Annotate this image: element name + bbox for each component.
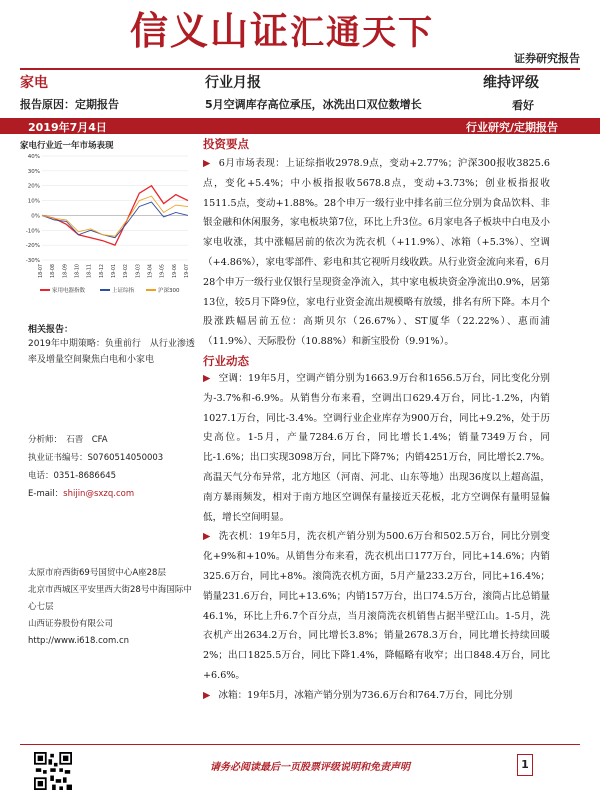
report-category: 行业月报 [205, 75, 261, 91]
market-performance-paragraph [203, 154, 550, 352]
x-tick-label: 19-03 [136, 264, 142, 278]
address-beijing: 北京市西城区平安里西大街28号中海国际中心七层 [28, 585, 192, 612]
x-tick-label: 18-11 [87, 264, 93, 278]
arrow-bullet-icon: ▶ [203, 531, 211, 543]
sector-name: 家电 [20, 75, 48, 91]
x-tick-label: 19-06 [172, 264, 178, 278]
x-tick-label: 19-07 [185, 264, 190, 278]
company-name: 山西证券股份有限公司 [28, 619, 114, 629]
x-tick-label: 19-04 [148, 264, 154, 278]
legend-label: 上证综指 [112, 288, 135, 294]
investment-highlights-title: 投资要点 [203, 137, 249, 151]
analyst-name: 分析师： 石晋 CFA [28, 435, 108, 445]
report-reason: 报告原因：定期报告 [20, 98, 119, 111]
related-report-link[interactable]: 2019年中期策略：负重前行 从行业渗透率及增量空间聚焦白电和小家电 [28, 339, 195, 365]
y-tick-label: 0% [31, 213, 40, 220]
arrow-bullet-icon: ▶ [203, 372, 211, 384]
arrow-bullet-icon: ▶ [203, 158, 211, 169]
chart-x-ticks [38, 264, 190, 278]
paragraph-text: 冰箱：19年5月，冰箱产销分别为736.6万台和764.7万台，同比分别 [218, 689, 513, 701]
header-divider [20, 68, 580, 70]
y-tick-label: 30% [27, 168, 40, 175]
y-tick-label: 20% [27, 183, 40, 190]
rating-label: 维持评级 [483, 75, 539, 91]
banner-slogan-2: 汇通天下 [290, 13, 435, 53]
x-tick-label: 18-09 [63, 264, 69, 278]
chart-title: 家电行业近一年市场表现 [20, 141, 114, 151]
industry-news-title: 行业动态 [203, 353, 249, 368]
brand-banner [130, 0, 434, 55]
disclaimer-text: 请务必阅读最后一页股票评级说明和免责声明 [210, 762, 410, 773]
y-tick-label: 10% [27, 198, 40, 205]
report-date: 2019年7月4日 [28, 121, 107, 134]
y-tick-label: -20% [25, 243, 40, 250]
refrigerator-paragraph [203, 686, 550, 706]
footer-divider [20, 744, 580, 745]
y-tick-label: 40% [27, 154, 40, 160]
market-performance-chart [20, 150, 192, 300]
analyst-email-link[interactable]: shijin@sxzq.com [63, 489, 135, 499]
y-tick-label: -10% [25, 228, 40, 235]
x-tick-label: 18-07 [39, 264, 44, 278]
x-tick-label: 18-10 [75, 264, 81, 278]
address-taiyuan: 太原市府西街69号国贸中心A座28层 [28, 568, 166, 578]
legend-label: 沪深300 [158, 288, 180, 294]
x-tick-label: 18-08 [51, 264, 57, 278]
report-tag: 行业研究/定期报告 [465, 121, 558, 134]
main-content [203, 134, 550, 706]
page-number: 1 [517, 754, 533, 776]
x-tick-label: 19-05 [160, 264, 166, 278]
y-tick-label: -30% [25, 258, 40, 264]
company-address [28, 565, 196, 650]
report-type: 证券研究报告 [514, 52, 580, 65]
chart-y-ticks [26, 154, 40, 264]
x-tick-label: 19-02 [124, 264, 130, 278]
paragraph-text: 洗衣机：19年5月，洗衣机产销分别为500.6万台和502.5万台，同比分别变化+9%和+10%。从销售分布来看，洗衣机出口177万台，同比+14.6%；内销325.6万台，同比+8%。滚筒洗衣机方面，5月产量233.2万台，同比+16.4%；销量231.6万台，同比+13.6%；内销157万台，出口74.5万台，滚筒占比总销量46.1%，环比上升6.7个百分点，当月滚筒洗衣机销售占据半壁江山。1-5月，洗衣机产出2634.2万台，同比增长3.8%；销量2678.3万台，同比增长持续回暖2%；出口1825.5万台，同比下降1.4%，降幅略有收窄；出口848.4万台，同比+6.6%。 [203, 531, 550, 681]
x-tick-label: 19-01 [112, 264, 117, 278]
air-conditioner-paragraph [203, 369, 550, 527]
paragraph-text: 空调：19年5月，空调产销分别为1663.9万台和1656.5万台，同比变化分别为-3.7%和-6.9%。从销售分布来看，空调出口629.4万台，同比-1.2%，内销1027.1万台，同比-3.4%。空调行业企业库存为900万台，同比+9.2%，处于历史高位。1-5月，产量7284.6万台，同比增长1.4%；销量7349万台，同比-1.6%；出口实现3098万台，同比下降7%；内销4251万台，同比增长2.7%。高温天气分布异常，北方地区（河南、河北、山东等地）出现36度以上超高温，南方暴雨频发，相对于南方地区空调保有量接近天花板，北方空调保有量明显偏低，增长空间明显。 [203, 372, 550, 523]
chart-legend [40, 286, 180, 294]
analyst-cert: 执业证书编号：S0760514050003 [28, 453, 164, 463]
arrow-bullet-icon: ▶ [203, 689, 211, 701]
legend-label: 家用电器指数 [52, 288, 86, 294]
x-tick-label: 18-12 [99, 264, 105, 278]
rating-value: 看好 [512, 99, 534, 112]
email-label: E-mail： [28, 489, 64, 499]
date-bar [0, 118, 600, 134]
washing-machine-paragraph [203, 527, 550, 685]
analyst-phone: 电话：0351-8686645 [28, 471, 117, 481]
company-website-link[interactable]: http://www.i618.com.cn [28, 636, 130, 646]
report-headline: 5月空调库存高位承压，冰洗出口双位数增长 [205, 98, 422, 111]
qr-code-icon [34, 752, 72, 790]
paragraph-text: 6月市场表现：上证综指收2978.9点，变动+2.77%；沪深300报收3825.6点，变化+5.4%；中小板指报收5678.8点，变动+3.73%；创业板指报收1511.5点，变动+1.88%。28个申万一级行业中排名前三位分别为食品饮料、非银金融和休闲服务，家电板块第7位，环比上升3位。6月家电各子板块中白电及小家电收涨，其中涨幅居前的依次为洗衣机（+11.9%）、冰箱（+5.3%）、空调（+4.86%），家电零部件、彩电和其它视听月线收跌。从行业资金流向来看，6月28个申万一级行业仅银行呈现资金净流入，其中家电板块资金净流出0.9%，居第13位，较5月下降9位，家电行业资金流出规模略有放缓，排名有所下降。本月个股涨跌幅居前五位：高斯贝尔（26.67%）、ST厦华（22.22%）、惠而浦（11.9%）、天际股份（10.88%）和新宝股份（9.91%）。 [203, 158, 550, 348]
related-reports-label: 相关报告： [28, 325, 74, 335]
analyst-contact [28, 431, 196, 503]
banner-slogan-1: 信义山证 [130, 8, 291, 53]
